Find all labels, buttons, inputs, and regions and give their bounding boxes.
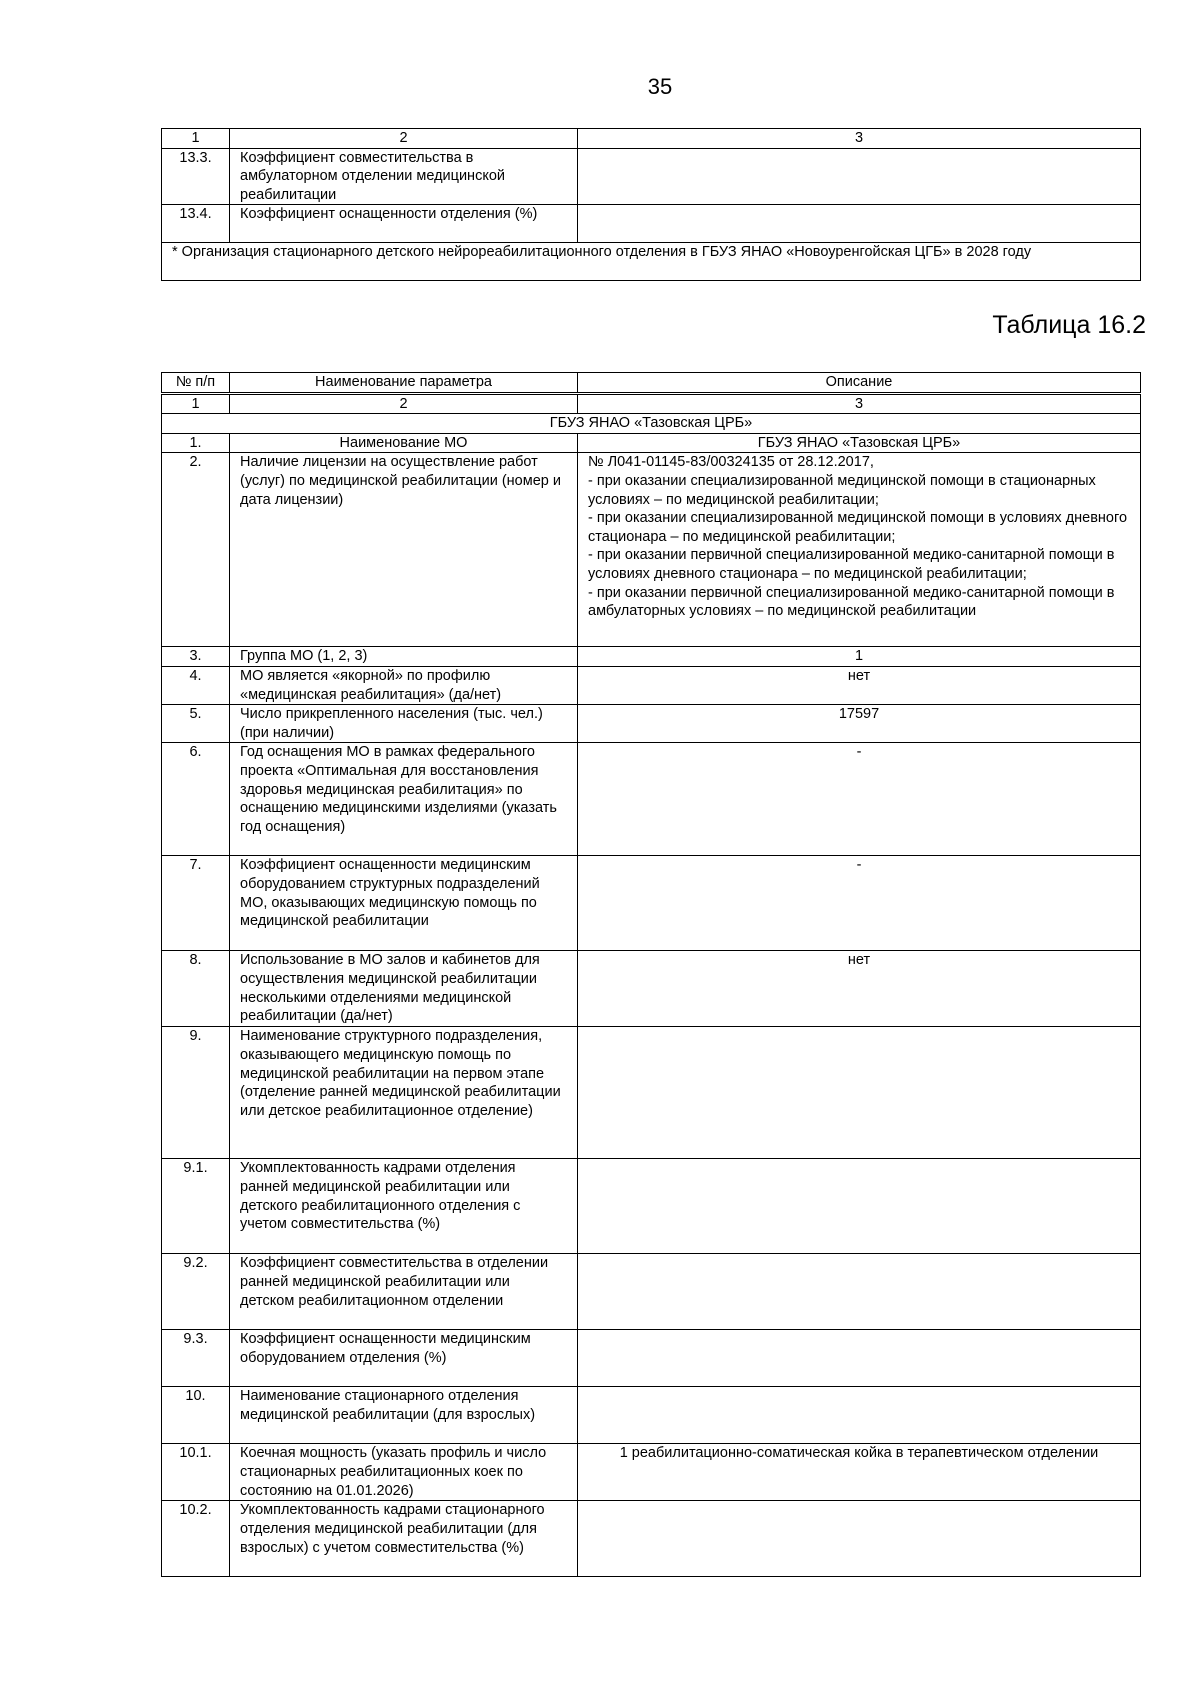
row-number: 7. xyxy=(162,856,230,951)
table-row xyxy=(162,1254,1141,1330)
table-row xyxy=(162,205,1141,243)
parameters-table xyxy=(161,372,1141,1577)
row-number: 1. xyxy=(162,433,230,453)
row-number: 10.2. xyxy=(162,1501,230,1577)
row-number: 8. xyxy=(162,951,230,1027)
section-title: ГБУЗ ЯНАО «Тазовская ЦРБ» xyxy=(162,414,1141,434)
row-number: 9.1. xyxy=(162,1159,230,1254)
license-item: - при оказании специализированной медицинской помощи в условиях дневного стационара – по медицинской реабилитации; xyxy=(588,510,1128,545)
parameter-name: Укомплектованность кадрами стационарного отделения медицинской реабилитации (для взрослых) с учетом совместительства (%) xyxy=(230,1501,578,1577)
column-numbers-row xyxy=(162,393,1141,414)
row-number: 4. xyxy=(162,666,230,704)
column-number-3: 3 xyxy=(578,129,1141,149)
table-row xyxy=(162,1159,1141,1254)
parameter-name: Наличие лицензии на осуществление работ (услуг) по медицинской реабилитации (номер и дата лицензии) xyxy=(230,453,578,647)
table-row xyxy=(162,1387,1141,1444)
table-row xyxy=(162,433,1141,453)
table-header-row xyxy=(162,129,1141,149)
column-number-1: 1 xyxy=(162,129,230,149)
table-row xyxy=(162,666,1141,704)
parameter-description xyxy=(578,205,1141,243)
column-number-3: 3 xyxy=(578,393,1141,414)
row-number: 9.3. xyxy=(162,1330,230,1387)
column-number-2: 2 xyxy=(230,393,578,414)
header-number: № п/п xyxy=(162,373,230,394)
table-row xyxy=(162,1027,1141,1159)
parameter-description: ГБУЗ ЯНАО «Тазовская ЦРБ» xyxy=(578,433,1141,453)
table-row xyxy=(162,856,1141,951)
footnote-row xyxy=(162,243,1141,281)
parameter-name: Коечная мощность (указать профиль и число стационарных реабилитационных коек по состоянию на 01.01.2026) xyxy=(230,1444,578,1501)
parameter-description xyxy=(578,453,1141,647)
parameter-description: 1 реабилитационно-соматическая койка в терапевтическом отделении xyxy=(578,1444,1141,1501)
column-number-2: 2 xyxy=(230,129,578,149)
table-row xyxy=(162,743,1141,856)
parameter-description: нет xyxy=(578,666,1141,704)
license-item: - при оказании первичной специализированной медико-санитарной помощи в амбулаторных условиях – по медицинской реабилитации xyxy=(588,584,1115,620)
row-number: 6. xyxy=(162,743,230,856)
table-row xyxy=(162,1330,1141,1387)
parameter-name: Наименование МО xyxy=(230,433,578,453)
parameter-name: Использование в МО залов и кабинетов для осуществления медицинской реабилитации несколькими отделениями медицинской реабилитации (да/нет) xyxy=(230,951,578,1027)
parameter-name: Наименование стационарного отделения медицинской реабилитации (для взрослых) xyxy=(230,1387,578,1444)
table-row xyxy=(162,647,1141,667)
header-parameter-name: Наименование параметра xyxy=(230,373,578,394)
table-header-row xyxy=(162,373,1141,394)
license-item: - при оказании первичной специализированной медико-санитарной помощи в условиях дневного стационара – по медицинской реабилитации; xyxy=(588,547,1115,582)
table-row xyxy=(162,1501,1141,1577)
parameter-name: Год оснащения МО в рамках федерального проекта «Оптимальная для восстановления здоровья медицинская реабилитация» по оснащению медицинскими изделиями (указать год оснащения) xyxy=(230,743,578,856)
header-description: Описание xyxy=(578,373,1141,394)
parameter-description xyxy=(578,1387,1141,1444)
table-row xyxy=(162,951,1141,1027)
parameter-description: - xyxy=(578,856,1141,951)
table-row xyxy=(162,1444,1141,1501)
footnote: * Организация стационарного детского нейрореабилитационного отделения в ГБУЗ ЯНАО «Новоуренгойская ЦГБ» в 2028 году xyxy=(162,243,1141,281)
parameter-description: 1 xyxy=(578,647,1141,667)
parameter-description: нет xyxy=(578,951,1141,1027)
parameter-description: 17597 xyxy=(578,705,1141,743)
parameter-name: Коэффициент оснащенности медицинским оборудованием структурных подразделений МО, оказывающих медицинскую помощь по медицинской реабилитации xyxy=(230,856,578,951)
parameter-description xyxy=(578,1027,1141,1159)
parameter-name: Коэффициент совместительства в отделении ранней медицинской реабилитации или детском реабилитационном отделении xyxy=(230,1254,578,1330)
row-number: 3. xyxy=(162,647,230,667)
row-number: 5. xyxy=(162,705,230,743)
table-row xyxy=(162,148,1141,205)
parameter-name: МО является «якорной» по профилю «медицинская реабилитация» (да/нет) xyxy=(230,666,578,704)
section-title-row xyxy=(162,414,1141,434)
continued-table xyxy=(161,128,1141,281)
table-row xyxy=(162,453,1141,647)
parameter-description: - xyxy=(578,743,1141,856)
column-number-1: 1 xyxy=(162,393,230,414)
parameter-description xyxy=(578,1330,1141,1387)
row-number: 10.1. xyxy=(162,1444,230,1501)
parameter-description xyxy=(578,1501,1141,1577)
row-number: 13.3. xyxy=(162,148,230,205)
row-number: 9.2. xyxy=(162,1254,230,1330)
license-number: № Л041-01145-83/00324135 от 28.12.2017, xyxy=(588,454,874,471)
row-number: 13.4. xyxy=(162,205,230,243)
parameter-name: Коэффициент оснащенности медицинским оборудованием отделения (%) xyxy=(230,1330,578,1387)
parameter-description xyxy=(578,1159,1141,1254)
parameter-name: Наименование структурного подразделения, оказывающего медицинскую помощь по медицинской реабилитации на первом этапе (отделение ранней медицинской реабилитации или детское реабилитационное отделение) xyxy=(230,1027,578,1159)
parameter-name: Коэффициент оснащенности отделения (%) xyxy=(230,205,578,243)
page-number: 35 xyxy=(647,74,673,99)
row-number: 2. xyxy=(162,453,230,647)
parameter-description xyxy=(578,148,1141,205)
parameter-description xyxy=(578,1254,1141,1330)
table-caption: Таблица 16.2 xyxy=(992,311,1146,339)
row-number: 10. xyxy=(162,1387,230,1444)
license-item: - при оказании специализированной медицинской помощи в стационарных условиях – по медицинской реабилитации; xyxy=(588,472,1096,508)
table-row xyxy=(162,705,1141,743)
row-number: 9. xyxy=(162,1027,230,1159)
parameter-name: Укомплектованность кадрами отделения ранней медицинской реабилитации или детского реабилитационного отделения с учетом совместительства (%) xyxy=(230,1159,578,1254)
parameter-name: Группа МО (1, 2, 3) xyxy=(230,647,578,667)
parameter-name: Коэффициент совместительства в амбулаторном отделении медицинской реабилитации xyxy=(230,148,578,205)
parameter-name: Число прикрепленного населения (тыс. чел.) (при наличии) xyxy=(230,705,578,743)
